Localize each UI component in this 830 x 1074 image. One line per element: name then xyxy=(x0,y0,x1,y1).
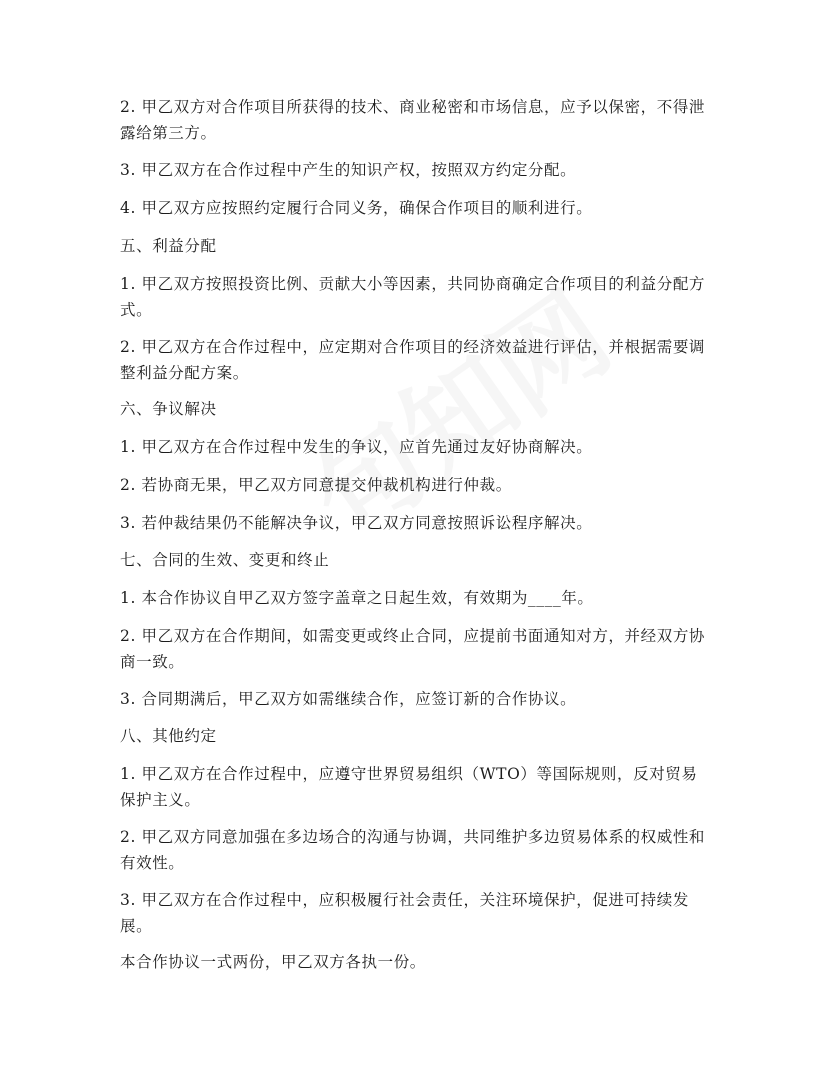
section-heading-8: 八、其他约定 xyxy=(120,727,217,745)
clause-6-1: 1. 甲乙双方在合作过程中发生的争议，应首先通过友好协商解决。 xyxy=(120,438,593,456)
clause-5-2: 2. 甲乙双方在合作过程中，应定期对合作项目的经济效益进行评估，并根据需要调整利益分配方案。 xyxy=(120,338,706,382)
clause-8-3: 3. 甲乙双方在合作过程中，应积极履行社会责任，关注环境保护，促进可持续发展。 xyxy=(120,891,689,935)
clause-7-3: 3. 合同期满后，甲乙双方如需继续合作，应签订新的合作协议。 xyxy=(120,690,577,708)
section-heading-5: 五、利益分配 xyxy=(120,237,217,255)
clause-6-3: 3. 若仲裁结果仍不能解决争议，甲乙双方同意按照诉讼程序解决。 xyxy=(120,514,593,532)
clause-8-2: 2. 甲乙双方同意加强在多边场合的沟通与协调，共同维护多边贸易体系的权威性和有效性。 xyxy=(120,828,706,872)
clause-8-1: 1. 甲乙双方在合作过程中，应遵守世界贸易组织（WTO）等国际规则，反对贸易保护主义。 xyxy=(120,765,698,809)
section-heading-6: 六、争议解决 xyxy=(120,400,217,418)
section-heading-7: 七、合同的生效、变更和终止 xyxy=(120,551,330,569)
clause-4-4: 4. 甲乙双方应按照约定履行合同义务，确保合作项目的顺利进行。 xyxy=(120,199,593,217)
clause-6-2: 2. 若协商无果，甲乙双方同意提交仲裁机构进行仲裁。 xyxy=(120,476,512,494)
clause-4-3: 3. 甲乙双方在合作过程中产生的知识产权，按照双方约定分配。 xyxy=(120,161,577,179)
closing-statement: 本合作协议一式两份，甲乙双方各执一份。 xyxy=(120,953,426,971)
clause-4-2: 2. 甲乙双方对合作项目所获得的技术、商业秘密和市场信息，应予以保密，不得泄露给第三方。 xyxy=(120,98,706,142)
clause-7-1: 1. 本合作协议自甲乙双方签字盖章之日起生效，有效期为____年。 xyxy=(120,589,594,607)
clause-7-2: 2. 甲乙双方在合作期间，如需变更或终止合同，应提前书面通知对方，并经双方协商一致。 xyxy=(120,627,706,671)
clause-5-1: 1. 甲乙双方按照投资比例、贡献大小等因素，共同协商确定合作项目的利益分配方式。 xyxy=(120,275,706,319)
